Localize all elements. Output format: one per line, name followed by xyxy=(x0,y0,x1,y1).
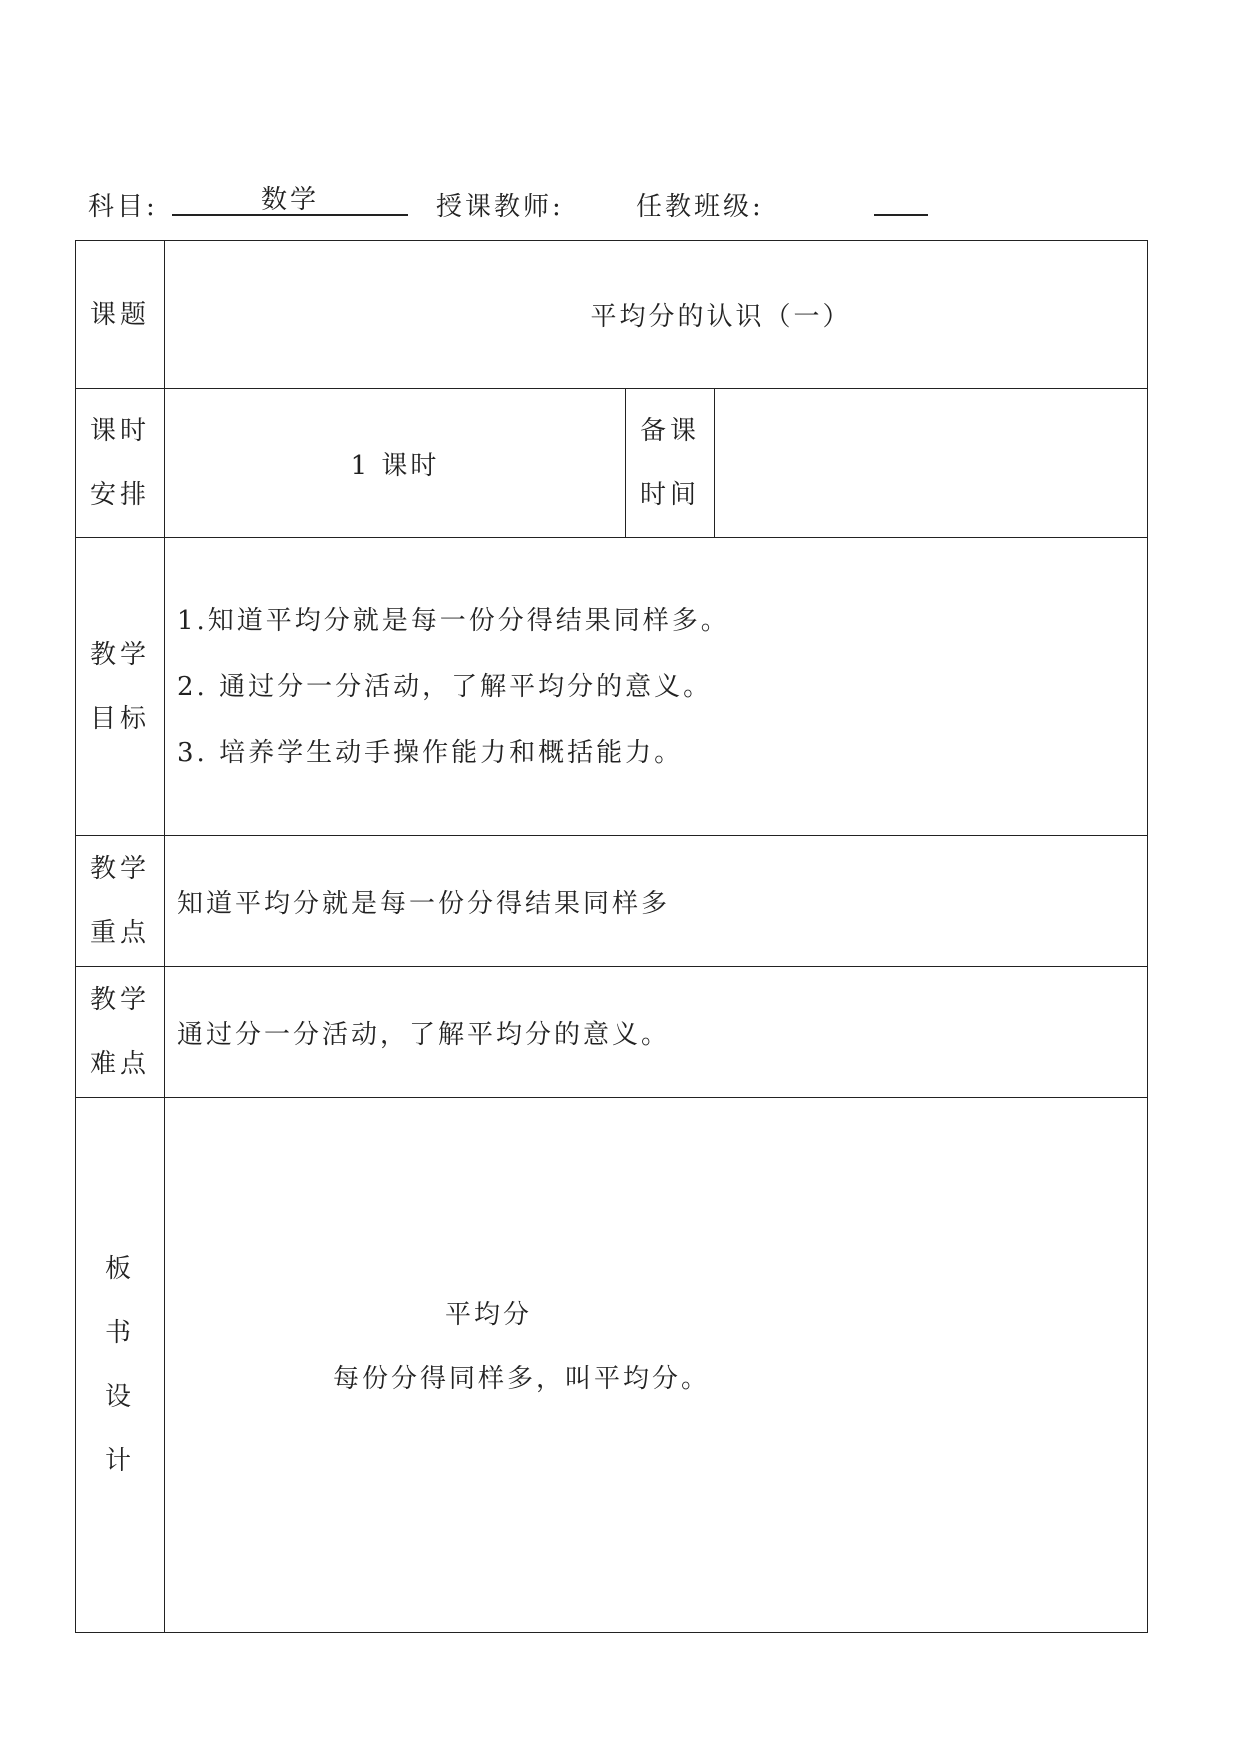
hours-label-line-1: 课时 xyxy=(89,416,150,446)
key-point-value: 知道平均分就是每一份分得结果同样多 xyxy=(165,836,1148,967)
goals-list xyxy=(165,538,1148,836)
board-design-content xyxy=(165,1098,1148,1633)
lesson-plan-table xyxy=(75,240,1148,1633)
goal-item-1: 1.知道平均分就是每一份分得结果同样多。 xyxy=(177,605,730,636)
prep-label-line-2: 时间 xyxy=(639,480,700,510)
key-point-row xyxy=(76,836,1148,967)
subject-label: 科目: xyxy=(88,192,158,222)
goals-label xyxy=(76,538,165,836)
board-line-1: 平均分 xyxy=(445,1300,533,1330)
hours-value: 1 课时 xyxy=(165,389,626,538)
goal-item-3: 3. 培养学生动手操作能力和概括能力。 xyxy=(177,737,684,768)
hours-row xyxy=(76,389,1148,538)
topic-label: 课题 xyxy=(76,241,165,389)
class-value xyxy=(874,180,928,216)
board-line-2: 每份分得同样多，叫平均分。 xyxy=(333,1364,711,1394)
prep-label-line-1: 备课 xyxy=(639,416,700,446)
goals-row xyxy=(76,538,1148,836)
topic-value: 平均分的认识（一） xyxy=(165,241,1148,389)
board-label-char-2: 书 xyxy=(104,1318,135,1348)
board-label-char-3: 设 xyxy=(104,1382,135,1412)
board-design-row xyxy=(76,1098,1148,1633)
board-design-label xyxy=(76,1098,165,1633)
goal-item-2: 2. 通过分一分活动，了解平均分的意义。 xyxy=(177,671,713,702)
board-label-char-4: 计 xyxy=(104,1446,135,1476)
difficulty-label-line-2: 难点 xyxy=(89,1049,150,1079)
difficulty-label xyxy=(76,967,165,1098)
key-point-label-line-1: 教学 xyxy=(89,854,150,884)
board-label-char-1: 板 xyxy=(104,1254,135,1284)
key-point-label-line-2: 重点 xyxy=(89,918,150,948)
prep-label xyxy=(626,389,715,538)
key-point-label xyxy=(76,836,165,967)
subject-value: 数学 xyxy=(172,180,408,216)
class-label: 任教班级: xyxy=(636,192,764,222)
difficulty-value: 通过分一分活动，了解平均分的意义。 xyxy=(165,967,1148,1098)
topic-row xyxy=(76,241,1148,389)
difficulty-label-line-1: 教学 xyxy=(89,985,150,1015)
goals-label-line-1: 教学 xyxy=(89,639,150,670)
prep-value xyxy=(715,389,1148,538)
difficulty-row xyxy=(76,967,1148,1098)
teacher-label: 授课教师: xyxy=(436,192,564,222)
hours-label-line-2: 安排 xyxy=(89,480,150,510)
goals-label-line-2: 目标 xyxy=(89,703,150,734)
hours-label xyxy=(76,389,165,538)
